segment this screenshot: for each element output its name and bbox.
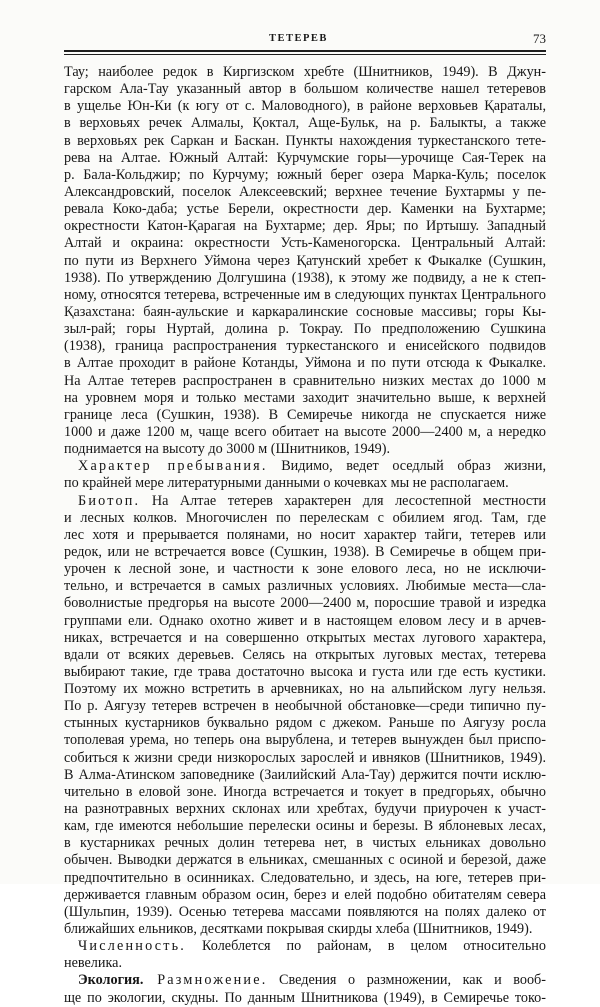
text-line: собиться к жизни среди низкорослых зарослей и ивняков (Шнитников, 1949). [64,749,546,766]
text-line: держивается главным образом осин, берез и елей подобно обитателям севера [64,886,546,903]
run-in-heading: Характер пребывания. [78,458,268,475]
text-line: Поэтому их можно встретить в арчевниках, но на альпийском лугу нельзя. [64,681,546,698]
header-rule-thin [64,54,546,55]
run-in-subheading: Размножение. [143,972,268,989]
text-line: выбирают такие, где трава достаточно высока и густа или где есть кустики. [64,663,546,680]
text-line: р. Бала-Кольджир; по Курчуму; южный берег озера Марка-Куль; поселок [64,166,546,183]
text-line: тельно, и встречается в самых различных условиях. Любимые места—сла- [64,578,546,595]
text-line: ревала Коко-даба; устье Берели, окрестности дер. Каменки на Бухтарме; [64,201,546,218]
section-biotope: Биотоп. На Алтае тетерев характерен для лесостепной местности [78,492,546,509]
text-line: на разнотравных верхних склонах или хребтах, будучи приурочен к участ- [64,801,546,818]
text-line: 1938). По утверждению Долгушина (1938), к этому же подвиду, а не к степ- [64,269,546,286]
text-line: границе леса (Сушкин, 1938). В Семиречье никогда не спускается ниже [64,406,546,423]
text-line: (1938), граница распространения туркестанского и енисейского подвидов [64,338,546,355]
text-line: чительно в еловой зоне. Иногда встречается и токует в предгорьях, обычно [64,783,546,800]
text-line: обычен. Выводки держатся в ельниках, смешанных с осиной и березой, даже [64,852,546,869]
text-line: Тау; наиболее редок в Киргизском хребте (Шнитников, 1949). В Джун- [64,64,546,80]
run-in-heading: Биотоп. [78,492,141,509]
text-line: группами ели. Однако охотно живет и в настоящем еловом лесу и в арчев- [64,612,546,629]
text-line: в Алтае проходит в районе Котанды, Уймона и по пути отсюда к Фыкалке. [64,355,546,372]
text-line: ще по экологии, скудны. По данным Шнитникова (1949), в Семиречье токо- [64,989,546,1006]
page-number: 73 [533,31,546,46]
text-line: предпочтительно в осинниках. Следовательно, и здесь, на юге, тетерев при- [64,869,546,886]
text-line: Алтай и окраина: окрестности Усть-Каменогорска. Центральный Алтай: [64,235,546,252]
text-line: невелика. [64,955,122,972]
text-line: ному, относятся тетерева, встреченные им в следующих пунктах Центрального [64,286,546,303]
text-line: по пути из Верхнего Уймона через Қатунский хребет к Фыкалке (Сушкин, [64,252,546,269]
text-line: и лесных колков. Многочислен по перелескам с обилием ягод. Там, где [64,509,546,526]
running-header [64,30,546,52]
text-line: урочен к лесной зоне, и частности к зоне елового леса, но не исключи- [64,561,546,578]
text-line: зыл-рай; горы Нуртай, долина р. Токрау. По предположению Сушкина [64,321,546,338]
page-body-text [64,64,546,1006]
run-in-heading: Экология. [78,972,144,989]
text-line: боволнистые предгорья на высоте 2000—2400 м, поросшие травой и изредка [64,595,546,612]
text-line: в верховьях речек Алмалы, Қоктал, Аще-Бульк, на р. Балыкты, а также [64,115,546,132]
text-line: (Шульпин, 1939). Осенью тетерева массами появляются на полях далеко от [64,903,546,920]
run-in-heading: Численность. [78,938,187,955]
text-line: На Алтае тетерев распространен в сравнительно низких местах до 1000 м [64,372,546,389]
header-rule-thick [64,50,546,52]
section-ecology: Экология. Размножение. Сведения о размножении, как и вооб- [78,972,546,989]
text-line: 1000 и даже 1200 м, чаще всего обитает на высоте 2000—2400 м, а нередко [64,423,546,440]
text-line: ближайших ельников, десятками покрывая скирды хлеба (Шнитников, 1949). [64,921,533,938]
text-line: редок, или не встречается вовсе (Сушкин, 1938). В Семиречье в общем при- [64,543,546,560]
running-title: ТЕТЕРЕВ [269,33,328,44]
text-line: в кустарниках речных долин тетерева нет, в чистых ельниках довольно [64,835,546,852]
text-line: поднимается на высоту до 3000 м (Шнитников, 1949). [64,441,391,458]
text-line: в верховьях рек Саркан и Баскан. Пункты нахождения туркестанского тете- [64,132,546,149]
text-line: Қазахстана: баян-аульские и каркаралинские сосновые массивы; горы Кы- [64,303,546,320]
text-line: гарском Ала-Тау указанный автор в большом количестве нашел тетеревов [64,81,546,98]
text-line: на уровнем моря и только местами заходит значительно выше, к верхней [64,389,546,406]
text-line: тополевая урема, но теперь она вырублена, и тетерев вынужден был приспо- [64,732,546,749]
text-line: вдали от всяких деревьев. Селясь на открытых луговых местах, тетерева [64,646,546,663]
text-line: стынных кустарников буквально рядом с джеком. Раньше по Аягузу росла [64,715,546,732]
text-line: лес хотя и прерывается полянами, но носит характер тайги, тетерев или [64,526,546,543]
text-line: в ущелье Юн-Ки (к югу от с. Маловодного), в районе верховьев Қараталы, [64,98,546,115]
text-line: окрестности Катон-Қарагая на Бухтарме; дер. Яры; по Иртышу. Западный [64,218,546,235]
text-line: В Алма-Атинском заповеднике (Заилийский Ала-Тау) держится почти исклю- [64,766,546,783]
text-line: Александровский, поселок Алексеевский; верхнее течение Бухтармы у пе- [64,183,546,200]
text-line: никах, встречается и на совершенно открытых местах лугового характера, [64,629,546,646]
section-numbers: Численность. Колеблется по районам, в целом относительно [78,938,546,955]
text-line: По р. Аягузу тетерев встречен в необычной обстановке—среди типично пу- [64,698,546,715]
text-line: кам, где имеются небольшие перелески осины и березы. В яблоневых лесах, [64,818,546,835]
text-line: по крайней мере литературными данными о кочевках мы не располагаем. [64,475,509,492]
section-character-of-stay: Характер пребывания. Видимо, ведет оседлый образ жизни, [78,458,546,475]
text-line: рева на Алтае. Южный Алтай: Курчумские горы—урочище Сая-Терек на [64,149,546,166]
